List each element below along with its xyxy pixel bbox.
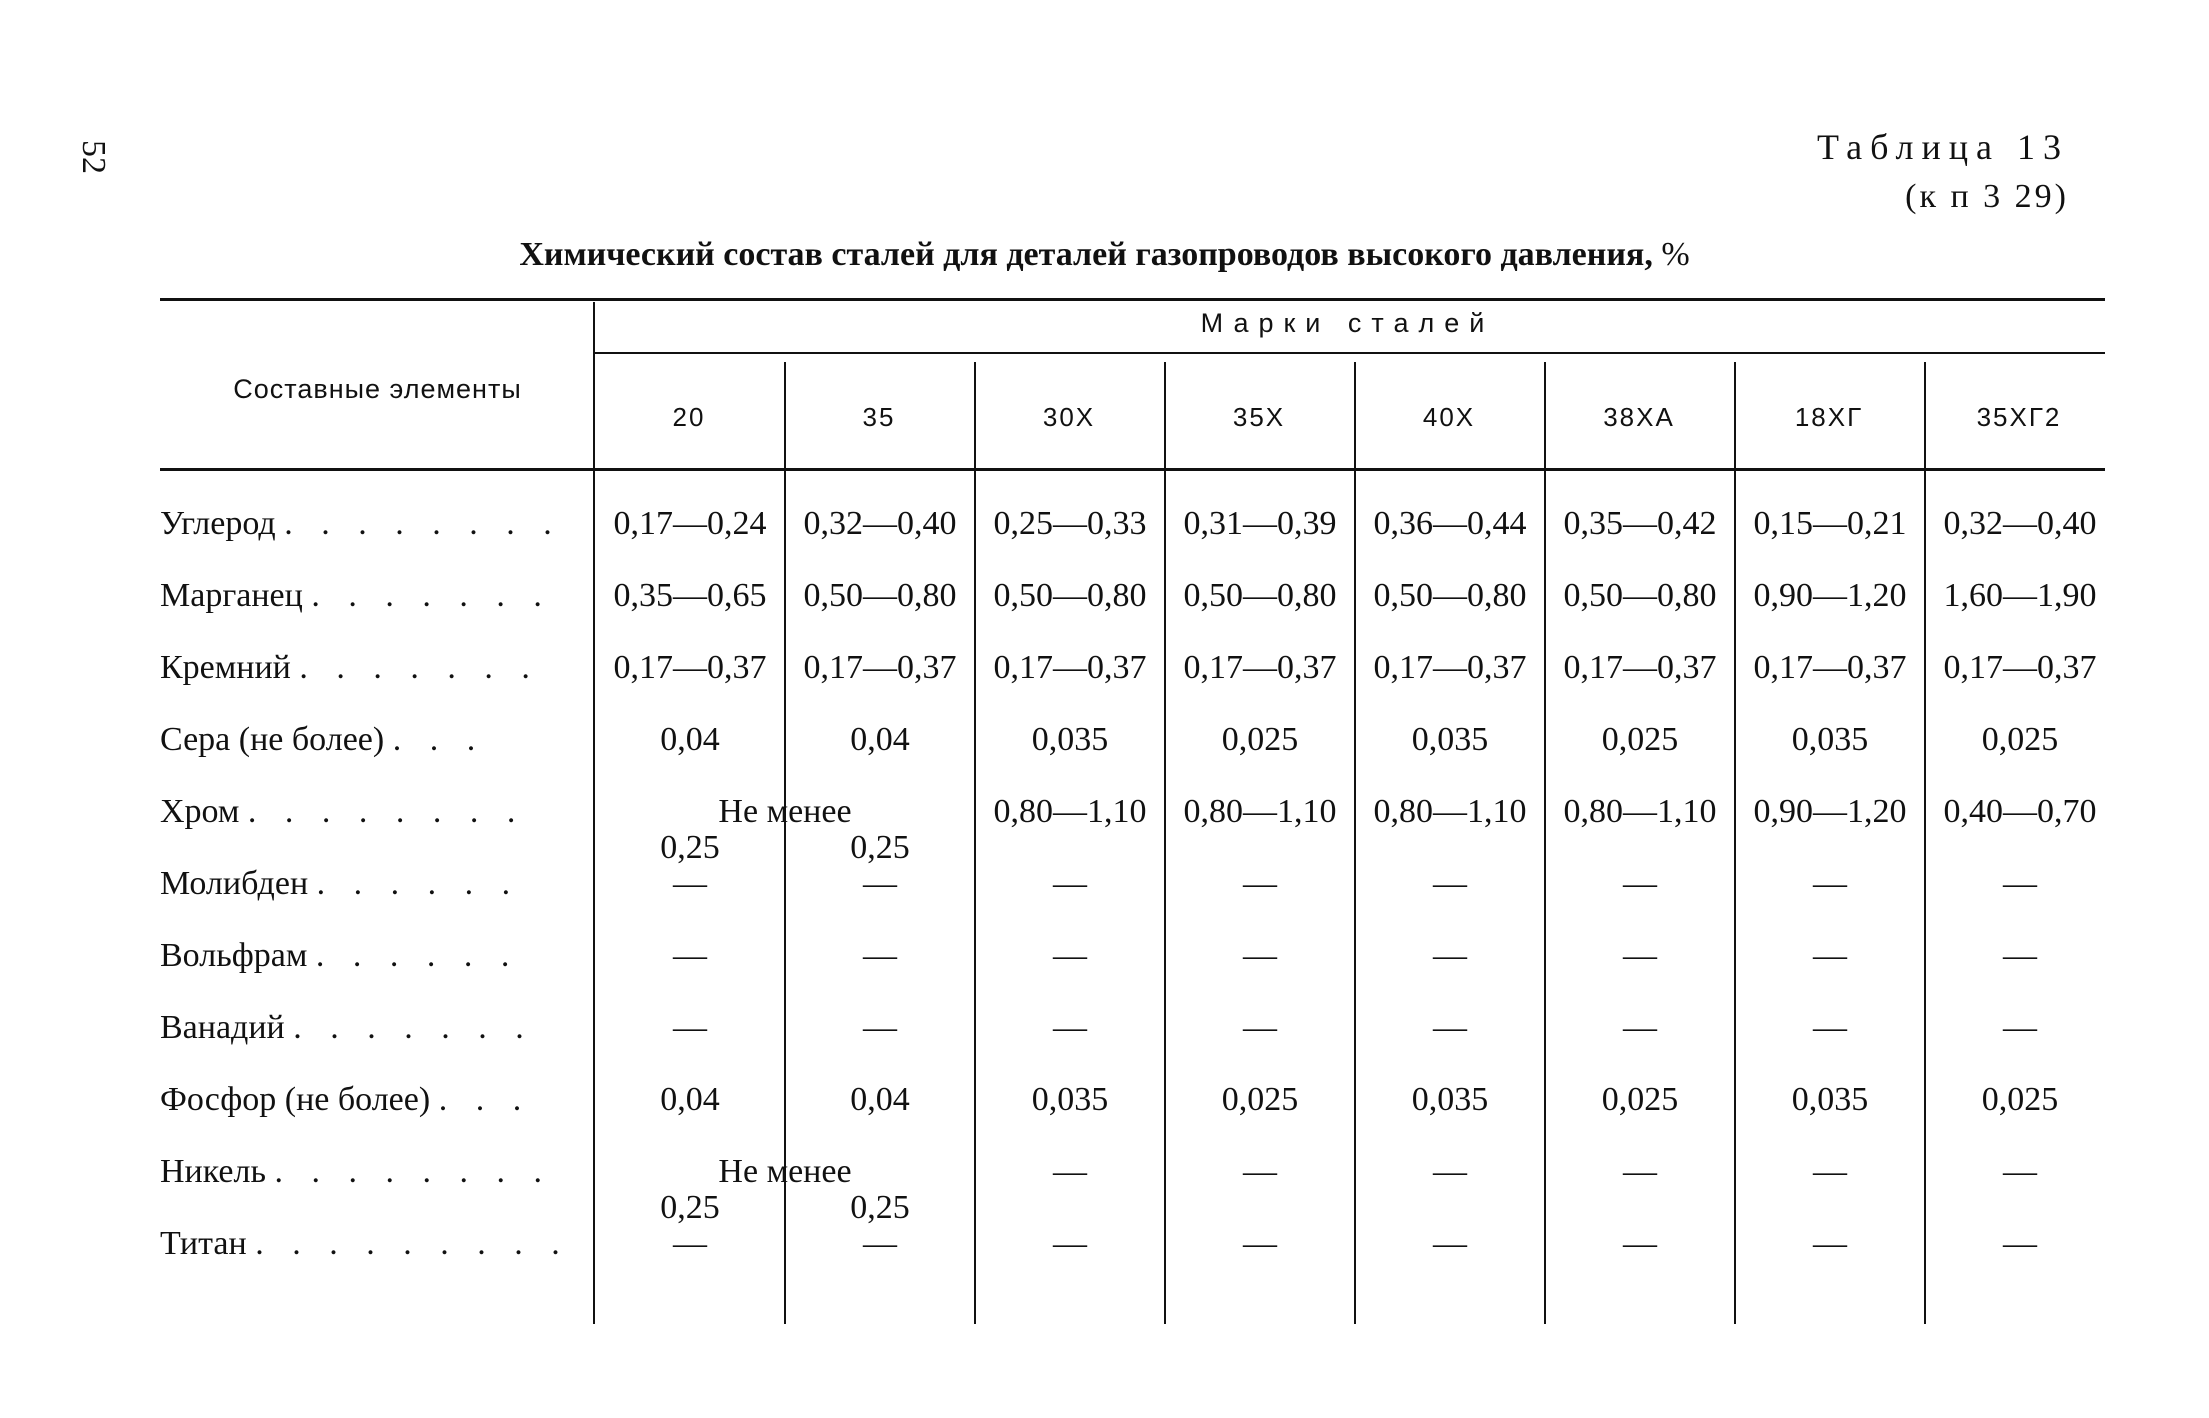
grade-header: 18ХГ	[1794, 402, 1864, 432]
table-cell: 1,60—1,90	[1943, 577, 2097, 614]
table-title-text: Химический состав сталей для деталей газопроводов высокого давления,	[519, 236, 1653, 273]
row-label	[160, 937, 590, 975]
table-cell: 0,04	[660, 721, 720, 758]
table-cell: 0,90—1,20	[1753, 577, 1907, 614]
header-steel-grades: Марки сталей	[1200, 308, 1495, 338]
leader-dots: . . . . . . . . .	[255, 1225, 570, 1262]
table-cell: 0,035	[1031, 1081, 1109, 1118]
table-cell: 0,17—0,37	[613, 649, 767, 686]
table-cell: —	[1623, 1153, 1657, 1190]
row-label	[160, 1009, 590, 1047]
table-cell: —	[673, 1009, 707, 1046]
table-cell: —	[673, 865, 707, 902]
row-label-text: Ванадий	[160, 1009, 294, 1046]
table-cell: 0,25	[660, 829, 720, 866]
row-label-text: Кремний	[160, 649, 300, 686]
merged-cell-label: Не менее	[718, 1153, 852, 1190]
table-cell: —	[1623, 865, 1657, 902]
table-cell: 0,025	[1221, 721, 1299, 758]
table-cell: —	[1623, 937, 1657, 974]
row-label-text: Марганец	[160, 577, 312, 614]
table-number: Таблица 13	[1817, 127, 2069, 167]
table-cell: 0,35—0,42	[1563, 505, 1717, 542]
leader-dots: . . . . . .	[315, 937, 520, 974]
table-cell: 0,32—0,40	[1943, 505, 2097, 542]
table-cell: 0,025	[1601, 1081, 1679, 1118]
table-cell: —	[1813, 1153, 1847, 1190]
row-label-text: Фосфор (не более)	[160, 1081, 439, 1118]
table-cell: 0,15—0,21	[1753, 505, 1907, 542]
table-cell: 0,035	[1031, 721, 1109, 758]
table-cell: —	[863, 865, 897, 902]
row-label-text: Никель	[160, 1153, 275, 1190]
leader-dots: . . . . . . . .	[284, 505, 562, 542]
row-label-text: Хром	[160, 793, 248, 830]
table-cell: —	[1813, 937, 1847, 974]
table-cell: —	[1433, 1153, 1467, 1190]
table-cell: 0,25	[850, 1189, 910, 1226]
grade-header: 38ХА	[1603, 402, 1675, 432]
table-cell: 0,04	[850, 1081, 910, 1118]
table-cell: 0,36—0,44	[1373, 505, 1527, 542]
top-rule	[160, 298, 2105, 301]
table-cell: 0,50—0,80	[803, 577, 957, 614]
table-cell: —	[673, 1225, 707, 1262]
grade-header: 35Х	[1232, 402, 1286, 432]
table-cell: 0,80—1,10	[1373, 793, 1527, 830]
table-cell: 0,17—0,37	[1753, 649, 1907, 686]
leader-dots: . . .	[438, 1081, 532, 1118]
row-label-text: Титан	[160, 1225, 256, 1262]
grade-header: 20	[672, 402, 706, 432]
row-label-text: Сера (не более)	[160, 721, 393, 758]
table-cell: 0,17—0,37	[993, 649, 1147, 686]
row-label	[160, 793, 590, 831]
leader-dots: . . .	[392, 721, 486, 758]
table-cell: 0,50—0,80	[1563, 577, 1717, 614]
table-cell: 0,25	[660, 1189, 720, 1226]
table-cell: 0,025	[1981, 1081, 2059, 1118]
page-number: 52	[75, 140, 112, 174]
table-cell: 0,04	[660, 1081, 720, 1118]
table-cell: 0,50—0,80	[1373, 577, 1527, 614]
grade-header: 40Х	[1422, 402, 1476, 432]
row-label	[160, 1081, 590, 1119]
table-cell: 0,35—0,65	[613, 577, 767, 614]
table-cell: —	[1053, 865, 1087, 902]
table-cell: 0,025	[1221, 1081, 1299, 1118]
table-cell: —	[863, 1009, 897, 1046]
table-cell: 0,31—0,39	[1183, 505, 1337, 542]
table-title	[0, 236, 2209, 274]
table-cell: 0,25	[850, 829, 910, 866]
row-label-text: Молибден	[160, 865, 317, 902]
row-label	[160, 721, 590, 759]
table-cell: —	[2003, 1153, 2037, 1190]
table-cell: —	[2003, 937, 2037, 974]
table-cell: 0,17—0,37	[803, 649, 957, 686]
table-cell: 0,40—0,70	[1943, 793, 2097, 830]
table-cell: —	[1623, 1225, 1657, 1262]
table-cell: —	[1053, 1153, 1087, 1190]
table-cell: 0,035	[1411, 1081, 1489, 1118]
grade-header: 35ХГ2	[1976, 402, 2062, 432]
table-cell: —	[1053, 1225, 1087, 1262]
table-cell: —	[2003, 865, 2037, 902]
leader-dots: . . . . . . . .	[247, 793, 526, 830]
table-reference: (к п 3 29)	[1905, 178, 2069, 215]
table-cell: 0,32—0,40	[803, 505, 957, 542]
merged-cell-label: Не менее	[718, 793, 852, 830]
row-label	[160, 865, 590, 903]
table-cell: 0,25—0,33	[993, 505, 1147, 542]
table-cell: —	[2003, 1009, 2037, 1046]
table-cell: —	[1243, 865, 1277, 902]
table-title-unit: %	[1661, 236, 1690, 273]
table-cell: —	[1433, 937, 1467, 974]
table-cell: —	[1623, 1009, 1657, 1046]
table-cell: —	[1243, 1009, 1277, 1046]
table-cell: —	[1433, 1009, 1467, 1046]
table-cell: —	[1053, 937, 1087, 974]
table-cell: 0,17—0,37	[1563, 649, 1717, 686]
table-cell: —	[1813, 1009, 1847, 1046]
leader-dots: . . . . . . .	[311, 577, 552, 614]
row-label	[160, 577, 590, 615]
leader-dots: . . . . . .	[316, 865, 521, 902]
row-label	[160, 1153, 590, 1191]
table-cell: 0,80—1,10	[993, 793, 1147, 830]
row-label-text: Вольфрам	[160, 937, 316, 974]
row-label-text: Углерод	[160, 505, 285, 542]
leader-dots: . . . . . . .	[299, 649, 540, 686]
row-label	[160, 505, 590, 543]
table-cell: 0,17—0,37	[1373, 649, 1527, 686]
table-cell: 0,17—0,24	[613, 505, 767, 542]
table-cell: —	[1813, 865, 1847, 902]
table-cell: 0,025	[1601, 721, 1679, 758]
header-elements: Составные элементы	[233, 374, 522, 404]
table-cell: —	[1243, 1153, 1277, 1190]
table-cell: 0,035	[1791, 721, 1869, 758]
table-cell: —	[1433, 1225, 1467, 1262]
table-cell: —	[2003, 1225, 2037, 1262]
table-cell: 0,17—0,37	[1943, 649, 2097, 686]
table-cell: —	[1433, 865, 1467, 902]
table-cell: —	[1243, 1225, 1277, 1262]
row-label	[160, 649, 590, 687]
table-cell: 0,50—0,80	[1183, 577, 1337, 614]
table-cell: 0,04	[850, 721, 910, 758]
table-cell: 0,80—1,10	[1183, 793, 1337, 830]
table-cell: 0,90—1,20	[1753, 793, 1907, 830]
header-bottom-rule	[160, 468, 2105, 471]
table-cell: 0,025	[1981, 721, 2059, 758]
table-cell: 0,17—0,37	[1183, 649, 1337, 686]
table-cell: —	[1243, 937, 1277, 974]
marks-rule	[595, 352, 2105, 354]
table-cell: —	[863, 1225, 897, 1262]
table-cell: —	[673, 937, 707, 974]
leader-dots: . . . . . . .	[293, 1009, 534, 1046]
grade-header: 35	[862, 402, 896, 432]
table-cell: —	[1813, 1225, 1847, 1262]
table-cell: 0,035	[1411, 721, 1489, 758]
table-cell: —	[863, 937, 897, 974]
table-cell: 0,50—0,80	[993, 577, 1147, 614]
table-cell: 0,80—1,10	[1563, 793, 1717, 830]
table-cell: —	[1053, 1009, 1087, 1046]
row-label	[160, 1225, 590, 1263]
grade-header: 30Х	[1042, 402, 1096, 432]
table-cell: 0,035	[1791, 1081, 1869, 1118]
leader-dots: . . . . . . . .	[274, 1153, 552, 1190]
